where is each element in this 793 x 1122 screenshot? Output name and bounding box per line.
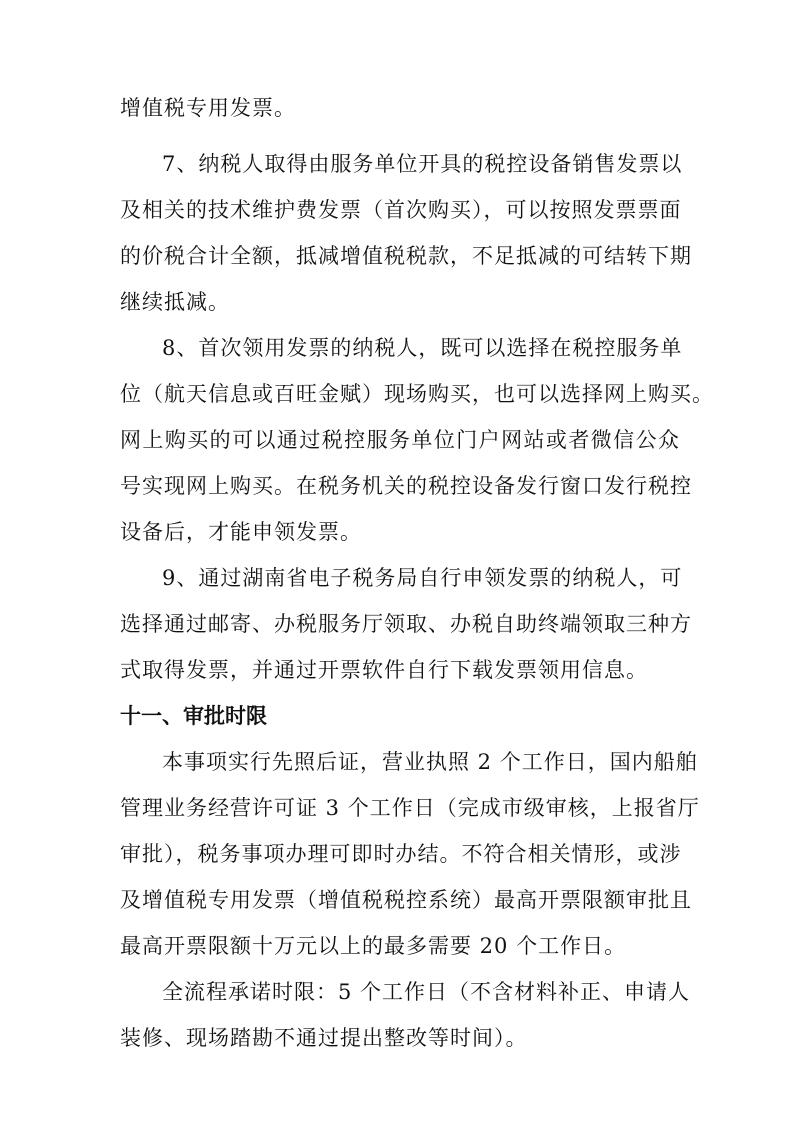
- text-line: 最高开票限额十万元以上的最多需要 20 个工作日。: [120, 934, 627, 958]
- text-line: 审批），税务事项办理可即时办结。不符合相关情形，或涉: [120, 842, 682, 866]
- text-line: 网上购买的可以通过税控服务单位门户网站或者微信公众: [120, 428, 680, 452]
- text-line: 本事项实行先照后证，营业执照 2 个工作日，国内船舶: [162, 750, 698, 774]
- text-line: 设备后，才能申领发票。: [120, 520, 362, 544]
- text-line: 装修、现场踏勘不通过提出整改等时间）。: [120, 1026, 528, 1050]
- text-line: 9、通过湖南省电子税务局自行申领发票的纳税人，可: [162, 566, 683, 590]
- text-line: 继续抵减。: [120, 290, 230, 314]
- text-line: 选择通过邮寄、办税服务厅领取、办税自助终端领取三种方: [120, 612, 692, 636]
- text-line: 位（航天信息或百旺金赋）现场购买，也可以选择网上购买。: [120, 382, 714, 406]
- text-line: 及相关的技术维护费发票（首次购买），可以按照发票票面: [120, 198, 682, 222]
- text-line: 的价税合计全额，抵减增值税税款，不足抵减的可结转下期: [120, 244, 692, 268]
- text-line: 全流程承诺时限：5 个工作日（不含材料补正、申请人: [162, 980, 691, 1004]
- text-line: 式取得发票，并通过开票软件自行下载发票领用信息。: [120, 658, 648, 682]
- text-line: 及增值税专用发票（增值税税控系统）最高开票限额审批且: [120, 888, 692, 912]
- text-line: 8、首次领用发票的纳税人，既可以选择在税控服务单: [162, 336, 683, 360]
- text-line: 增值税专用发票。: [120, 96, 296, 120]
- section-heading: 十一、审批时限: [120, 704, 267, 728]
- text-line: 管理业务经营许可证 3 个工作日（完成市级审核，上报省厅: [120, 796, 700, 820]
- text-line: 号实现网上购买。在税务机关的税控设备发行窗口发行税控: [120, 474, 692, 498]
- text-line: 7、纳税人取得由服务单位开具的税控设备销售发票以: [162, 152, 683, 176]
